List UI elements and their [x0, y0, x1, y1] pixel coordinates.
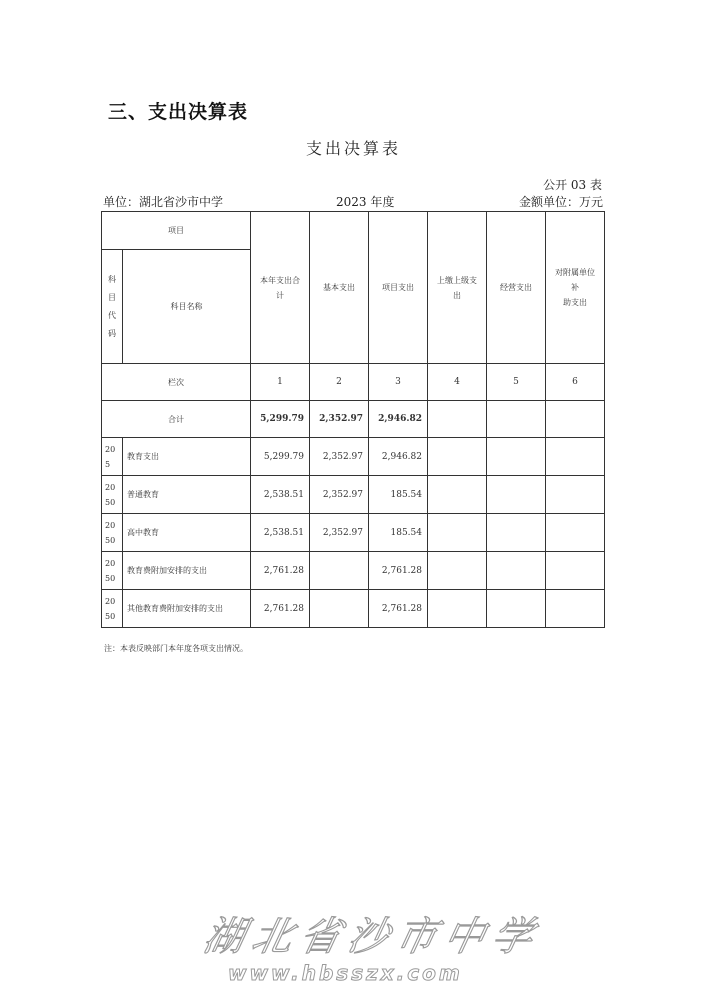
total-value-6 — [546, 401, 605, 438]
row-code-line-1: 20 — [105, 520, 116, 530]
row-value-1: 2,761.28 — [251, 590, 310, 628]
header-col-2-line-1: 基本支出 — [323, 283, 355, 292]
row-value-6 — [546, 476, 605, 514]
total-value-3: 2,946.82 — [369, 401, 428, 438]
header-col-1-line-1: 本年支出合 — [260, 275, 300, 285]
subject-code-char-1: 科 — [108, 274, 116, 284]
row-code-line-1: 20 — [105, 482, 116, 492]
column-index-4: 4 — [428, 364, 487, 401]
row-name: 教育费附加安排的支出 — [123, 552, 251, 590]
table-row — [102, 514, 605, 552]
unit-label: 单位：湖北省沙市中学 — [103, 195, 224, 209]
column-index-1: 1 — [251, 364, 310, 401]
header-col-4 — [428, 212, 487, 364]
row-value-6 — [546, 514, 605, 552]
row-code-line-1: 20 — [105, 444, 116, 454]
expenditure-table — [101, 211, 605, 628]
table-row — [102, 438, 605, 476]
header-col-5-line-1: 经营支出 — [500, 283, 532, 292]
amount-unit-label: 金额单位：万元 — [518, 195, 603, 209]
row-value-2 — [310, 590, 369, 628]
total-label: 合计 — [102, 401, 251, 438]
row-code-line-1: 20 — [105, 558, 116, 568]
row-value-3: 2,946.82 — [369, 438, 428, 476]
header-col-4-line-2: 出 — [453, 290, 461, 300]
row-value-5 — [487, 590, 546, 628]
row-value-3: 2,761.28 — [369, 552, 428, 590]
header-col-3 — [369, 212, 428, 364]
header-col-3-line-1: 项目支出 — [382, 283, 414, 292]
row-value-6 — [546, 590, 605, 628]
row-name: 普通教育 — [123, 476, 251, 514]
table-row — [102, 476, 605, 514]
header-project: 项目 — [102, 212, 251, 250]
column-index-2: 2 — [310, 364, 369, 401]
row-name: 高中教育 — [123, 514, 251, 552]
header-col-1-line-2: 计 — [276, 290, 284, 300]
row-code-line-2: 50 — [105, 535, 116, 545]
header-subject-name: 科目名称 — [123, 250, 251, 364]
row-value-1: 2,538.51 — [251, 476, 310, 514]
table-row — [102, 552, 605, 590]
subject-code-char-4: 码 — [108, 328, 116, 338]
row-value-2: 2,352.97 — [310, 438, 369, 476]
year-label: 2023 年度 — [336, 195, 395, 209]
row-value-3: 185.54 — [369, 476, 428, 514]
row-name: 其他教育费附加安排的支出 — [123, 590, 251, 628]
row-value-4 — [428, 514, 487, 552]
row-code-line-1: 20 — [105, 596, 116, 606]
row-value-3: 185.54 — [369, 514, 428, 552]
header-subject-code — [102, 250, 123, 364]
row-value-4 — [428, 590, 487, 628]
row-name: 教育支出 — [123, 438, 251, 476]
column-index-row — [102, 364, 605, 401]
row-value-4 — [428, 438, 487, 476]
row-value-2: 2,352.97 — [310, 514, 369, 552]
row-value-6 — [546, 552, 605, 590]
column-index-5: 5 — [487, 364, 546, 401]
row-code — [102, 552, 123, 590]
row-code-line-2: 50 — [105, 573, 116, 583]
table-title: 支出决算表 — [305, 139, 401, 158]
row-value-3: 2,761.28 — [369, 590, 428, 628]
table-note: 注：本表反映部门本年度各项支出情况。 — [104, 644, 248, 653]
header-col-6-line-1: 对附属单位补 — [555, 268, 595, 292]
column-index-3: 3 — [369, 364, 428, 401]
row-value-5 — [487, 514, 546, 552]
section-heading: 三、支出决算表 — [108, 101, 249, 123]
header-col-1 — [251, 212, 310, 364]
subject-code-char-3: 代 — [108, 310, 116, 320]
row-code — [102, 476, 123, 514]
watermark — [0, 905, 707, 985]
header-col-6-line-2: 助支出 — [563, 298, 587, 307]
row-code — [102, 438, 123, 476]
header-col-5 — [487, 212, 546, 364]
row-value-5 — [487, 476, 546, 514]
row-value-6 — [546, 438, 605, 476]
row-code-line-2: 50 — [105, 611, 116, 621]
column-index-label: 栏次 — [102, 364, 251, 401]
row-value-5 — [487, 552, 546, 590]
total-row — [102, 401, 605, 438]
row-value-2 — [310, 552, 369, 590]
header-row-project — [102, 212, 605, 250]
watermark-calligraphy: 湖北省沙市中学 — [199, 914, 546, 960]
row-value-1: 2,761.28 — [251, 552, 310, 590]
total-value-1: 5,299.79 — [251, 401, 310, 438]
row-value-1: 2,538.51 — [251, 514, 310, 552]
subject-code-char-2: 目 — [108, 292, 116, 302]
meta-row — [103, 193, 603, 211]
form-code: 公开 03 表 — [543, 178, 602, 192]
table-row — [102, 590, 605, 628]
watermark-url: www.hbsszx.com — [228, 961, 463, 985]
total-value-5 — [487, 401, 546, 438]
row-value-5 — [487, 438, 546, 476]
row-value-1: 5,299.79 — [251, 438, 310, 476]
header-col-4-line-1: 上缴上级支 — [437, 275, 477, 285]
total-value-4 — [428, 401, 487, 438]
column-index-6: 6 — [546, 364, 605, 401]
row-code — [102, 590, 123, 628]
header-col-2 — [310, 212, 369, 364]
header-col-6 — [546, 212, 605, 364]
row-code-line-2: 5 — [105, 459, 111, 469]
row-code — [102, 514, 123, 552]
row-value-4 — [428, 476, 487, 514]
total-value-2: 2,352.97 — [310, 401, 369, 438]
row-value-4 — [428, 552, 487, 590]
row-code-line-2: 50 — [105, 497, 116, 507]
row-value-2: 2,352.97 — [310, 476, 369, 514]
